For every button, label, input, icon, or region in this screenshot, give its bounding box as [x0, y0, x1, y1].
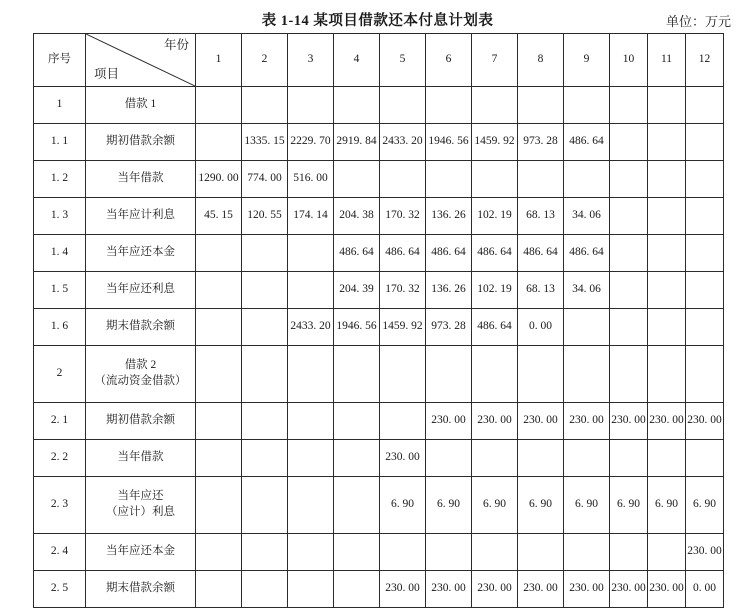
cell-y6: 6. 90 [426, 477, 472, 534]
cell-y1 [196, 346, 242, 403]
cell-y7: 1459. 92 [472, 124, 518, 161]
row-label: 当年应还利息 [86, 272, 196, 309]
cell-y10 [610, 272, 648, 309]
table-row [34, 571, 724, 608]
cell-y5: 170. 32 [380, 198, 426, 235]
cell-y4 [334, 403, 380, 440]
cell-y3 [288, 477, 334, 534]
cell-y1 [196, 87, 242, 124]
row-seq: 1. 1 [34, 124, 86, 161]
row-label: 期末借款余额 [86, 309, 196, 346]
cell-y9: 486. 64 [564, 235, 610, 272]
table-row [34, 161, 724, 198]
cell-y6 [426, 87, 472, 124]
cell-y9: 34. 06 [564, 272, 610, 309]
cell-y4: 1946. 56 [334, 309, 380, 346]
cell-y12: 230. 00 [686, 534, 724, 571]
cell-y5: 1459. 92 [380, 309, 426, 346]
cell-y6: 136. 26 [426, 272, 472, 309]
row-seq: 2 [34, 346, 86, 403]
cell-y1 [196, 309, 242, 346]
cell-y10 [610, 534, 648, 571]
row-seq: 2. 2 [34, 440, 86, 477]
cell-y2: 120. 55 [242, 198, 288, 235]
cell-y1: 45. 15 [196, 198, 242, 235]
cell-y9: 486. 64 [564, 124, 610, 161]
cell-y4 [334, 440, 380, 477]
cell-y8: 230. 00 [518, 403, 564, 440]
cell-y1 [196, 235, 242, 272]
cell-y3 [288, 272, 334, 309]
header-year-8: 8 [518, 34, 564, 87]
cell-y8 [518, 87, 564, 124]
cell-y11: 230. 00 [648, 403, 686, 440]
cell-y4 [334, 161, 380, 198]
row-seq: 2. 3 [34, 477, 86, 534]
cell-y5: 170. 32 [380, 272, 426, 309]
cell-y10: 230. 00 [610, 403, 648, 440]
cell-y4 [334, 571, 380, 608]
page-title: 表 1-14 某项目借款还本付息计划表 [261, 13, 494, 29]
row-seq: 2. 4 [34, 534, 86, 571]
row-seq: 1. 4 [34, 235, 86, 272]
cell-y11 [648, 235, 686, 272]
cell-y6: 486. 64 [426, 235, 472, 272]
cell-y1 [196, 403, 242, 440]
header-year-9: 9 [564, 34, 610, 87]
cell-y7: 102. 19 [472, 272, 518, 309]
cell-y8: 68. 13 [518, 198, 564, 235]
cell-y7: 230. 00 [472, 403, 518, 440]
row-label: 当年应计利息 [86, 198, 196, 235]
cell-y12 [686, 272, 724, 309]
cell-y9 [564, 534, 610, 571]
header-year-2: 2 [242, 34, 288, 87]
header-year-1: 1 [196, 34, 242, 87]
cell-y3 [288, 440, 334, 477]
cell-y10 [610, 161, 648, 198]
table-row [34, 124, 724, 161]
header-item-label: 项目 [94, 67, 120, 82]
cell-y9: 6. 90 [564, 477, 610, 534]
header-year-12: 12 [686, 34, 724, 87]
table-header-row [34, 34, 724, 87]
cell-y8: 973. 28 [518, 124, 564, 161]
cell-y1 [196, 272, 242, 309]
cell-y10 [610, 198, 648, 235]
header-year-4: 4 [334, 34, 380, 87]
cell-y12 [686, 124, 724, 161]
row-label: 借款 2 （流动资金借款） [86, 346, 196, 403]
cell-y8 [518, 534, 564, 571]
cell-y11: 230. 00 [648, 571, 686, 608]
cell-y5: 2433. 20 [380, 124, 426, 161]
repayment-plan-table [33, 33, 724, 608]
cell-y4 [334, 346, 380, 403]
header-corner-cell [86, 34, 196, 87]
cell-y1: 1290. 00 [196, 161, 242, 198]
row-seq: 1. 5 [34, 272, 86, 309]
cell-y5 [380, 346, 426, 403]
cell-y4: 204. 39 [334, 272, 380, 309]
cell-y6 [426, 161, 472, 198]
cell-y7 [472, 161, 518, 198]
cell-y9 [564, 346, 610, 403]
cell-y5: 230. 00 [380, 440, 426, 477]
cell-y7: 486. 64 [472, 309, 518, 346]
cell-y11: 6. 90 [648, 477, 686, 534]
row-seq: 2. 5 [34, 571, 86, 608]
cell-y10 [610, 87, 648, 124]
cell-y5 [380, 87, 426, 124]
cell-y11 [648, 161, 686, 198]
cell-y11 [648, 534, 686, 571]
cell-y10: 6. 90 [610, 477, 648, 534]
cell-y4: 486. 64 [334, 235, 380, 272]
cell-y11 [648, 198, 686, 235]
row-seq: 1. 3 [34, 198, 86, 235]
cell-y4 [334, 477, 380, 534]
cell-y5: 230. 00 [380, 571, 426, 608]
cell-y2 [242, 346, 288, 403]
cell-y3 [288, 87, 334, 124]
cell-y12 [686, 198, 724, 235]
table-row [34, 440, 724, 477]
cell-y8: 0. 00 [518, 309, 564, 346]
cell-y6: 136. 26 [426, 198, 472, 235]
row-label: 期初借款余额 [86, 124, 196, 161]
cell-y2: 1335. 15 [242, 124, 288, 161]
cell-y8: 6. 90 [518, 477, 564, 534]
cell-y1 [196, 440, 242, 477]
cell-y8 [518, 161, 564, 198]
table-row [34, 346, 724, 403]
cell-y10 [610, 346, 648, 403]
cell-y3: 516. 00 [288, 161, 334, 198]
cell-y7: 102. 19 [472, 198, 518, 235]
row-seq: 1. 2 [34, 161, 86, 198]
row-seq: 1. 6 [34, 309, 86, 346]
cell-y8 [518, 346, 564, 403]
table-title-row [0, 0, 755, 30]
cell-y7 [472, 346, 518, 403]
header-year-6: 6 [426, 34, 472, 87]
cell-y10 [610, 124, 648, 161]
table-row [34, 309, 724, 346]
cell-y3: 174. 14 [288, 198, 334, 235]
cell-y9: 230. 00 [564, 403, 610, 440]
cell-y7: 486. 64 [472, 235, 518, 272]
cell-y3 [288, 235, 334, 272]
cell-y2 [242, 403, 288, 440]
header-year-10: 10 [610, 34, 648, 87]
table-row [34, 87, 724, 124]
cell-y7: 6. 90 [472, 477, 518, 534]
cell-y6 [426, 346, 472, 403]
cell-y5 [380, 534, 426, 571]
cell-y1 [196, 477, 242, 534]
header-year-7: 7 [472, 34, 518, 87]
cell-y7 [472, 87, 518, 124]
cell-y3 [288, 571, 334, 608]
cell-y10 [610, 235, 648, 272]
cell-y1 [196, 571, 242, 608]
cell-y5: 486. 64 [380, 235, 426, 272]
cell-y6: 230. 00 [426, 571, 472, 608]
cell-y11 [648, 272, 686, 309]
row-label: 借款 1 [86, 87, 196, 124]
cell-y12 [686, 235, 724, 272]
cell-y3 [288, 346, 334, 403]
header-seq-cell: 序号 [34, 34, 86, 87]
cell-y11 [648, 346, 686, 403]
cell-y9 [564, 161, 610, 198]
cell-y6: 973. 28 [426, 309, 472, 346]
row-label: 当年应还 （应计）利息 [86, 477, 196, 534]
cell-y3: 2433. 20 [288, 309, 334, 346]
cell-y9: 230. 00 [564, 571, 610, 608]
table-row [34, 534, 724, 571]
cell-y6 [426, 534, 472, 571]
cell-y6: 230. 00 [426, 403, 472, 440]
cell-y8 [518, 440, 564, 477]
row-label: 期初借款余额 [86, 403, 196, 440]
row-label: 当年应还本金 [86, 235, 196, 272]
cell-y8: 68. 13 [518, 272, 564, 309]
repayment-plan-table-wrapper [33, 33, 723, 608]
cell-y2: 774. 00 [242, 161, 288, 198]
cell-y3 [288, 534, 334, 571]
cell-y12 [686, 440, 724, 477]
table-row [34, 477, 724, 534]
cell-y11 [648, 309, 686, 346]
cell-y6 [426, 440, 472, 477]
row-label: 期末借款余额 [86, 571, 196, 608]
cell-y5: 6. 90 [380, 477, 426, 534]
cell-y1 [196, 124, 242, 161]
cell-y2 [242, 309, 288, 346]
cell-y7 [472, 440, 518, 477]
cell-y12: 0. 00 [686, 571, 724, 608]
cell-y12 [686, 87, 724, 124]
cell-y7 [472, 534, 518, 571]
cell-y10 [610, 309, 648, 346]
cell-y9 [564, 87, 610, 124]
cell-y2 [242, 571, 288, 608]
cell-y12 [686, 161, 724, 198]
cell-y6: 1946. 56 [426, 124, 472, 161]
cell-y2 [242, 272, 288, 309]
cell-y5 [380, 403, 426, 440]
cell-y2 [242, 87, 288, 124]
row-label: 当年借款 [86, 440, 196, 477]
cell-y7: 230. 00 [472, 571, 518, 608]
cell-y3: 2229. 70 [288, 124, 334, 161]
unit-note: 单位：万元 [665, 14, 731, 29]
row-seq: 1 [34, 87, 86, 124]
row-label: 当年应还本金 [86, 534, 196, 571]
table-row [34, 403, 724, 440]
table-row [34, 272, 724, 309]
cell-y4 [334, 534, 380, 571]
cell-y8: 230. 00 [518, 571, 564, 608]
cell-y4: 2919. 84 [334, 124, 380, 161]
cell-y12: 6. 90 [686, 477, 724, 534]
cell-y9 [564, 440, 610, 477]
cell-y2 [242, 477, 288, 534]
cell-y4 [334, 87, 380, 124]
header-year-11: 11 [648, 34, 686, 87]
header-year-3: 3 [288, 34, 334, 87]
cell-y8: 486. 64 [518, 235, 564, 272]
cell-y12 [686, 309, 724, 346]
cell-y5 [380, 161, 426, 198]
cell-y12: 230. 00 [686, 403, 724, 440]
cell-y2 [242, 534, 288, 571]
cell-y11 [648, 440, 686, 477]
cell-y4: 204. 38 [334, 198, 380, 235]
cell-y10: 230. 00 [610, 571, 648, 608]
table-row [34, 198, 724, 235]
cell-y11 [648, 87, 686, 124]
cell-y2 [242, 440, 288, 477]
row-label: 当年借款 [86, 161, 196, 198]
cell-y2 [242, 235, 288, 272]
cell-y1 [196, 534, 242, 571]
cell-y9: 34. 06 [564, 198, 610, 235]
cell-y12 [686, 346, 724, 403]
cell-y10 [610, 440, 648, 477]
header-year-label: 年份 [163, 38, 189, 52]
cell-y3 [288, 403, 334, 440]
header-year-5: 5 [380, 34, 426, 87]
cell-y11 [648, 124, 686, 161]
table-row [34, 235, 724, 272]
cell-y9 [564, 309, 610, 346]
row-seq: 2. 1 [34, 403, 86, 440]
